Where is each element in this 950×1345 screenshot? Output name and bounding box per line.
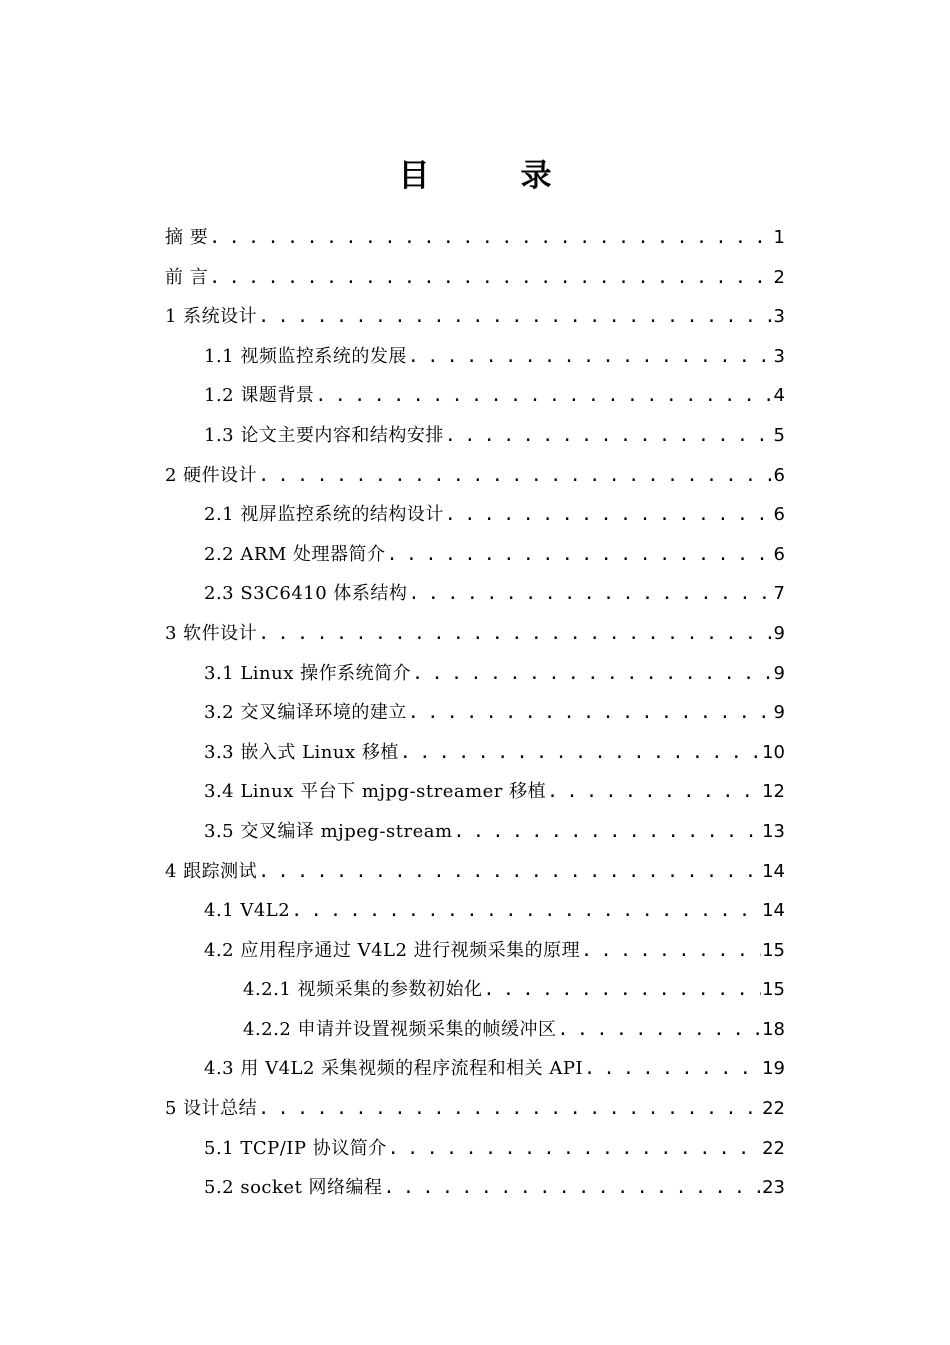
toc-entry-page-number: 15	[762, 979, 785, 1001]
toc-entry-label: 4.2.1 视频采集的参数初始化	[243, 979, 483, 1001]
toc-entry-page-number: 2	[773, 266, 785, 288]
toc-entry-page-number: 14	[762, 900, 785, 922]
toc-entry-page-number: 3	[773, 306, 785, 328]
toc-entry-page-number: 6	[773, 504, 785, 526]
toc-entry-label: 3.5 交叉编译 mjpeg-stream	[204, 820, 453, 842]
toc-entry-label: 5.1 TCP/IP 协议简介	[204, 1137, 387, 1159]
dot-leader	[547, 772, 761, 812]
toc-entry-label: 2.2 ARM 处理器简介	[204, 543, 386, 565]
toc-entry-page-number: 15	[762, 939, 785, 961]
dot-leader	[387, 535, 773, 575]
toc-entry-label: 3.4 Linux 平台下 mjpg-streamer 移植	[204, 781, 547, 803]
dot-leader	[258, 456, 772, 496]
toc-entry	[165, 931, 785, 971]
toc-entry-label: 3 软件设计	[165, 622, 258, 644]
dot-leader	[400, 733, 761, 773]
dot-leader	[412, 654, 772, 694]
toc-entry-label: 2 硬件设计	[165, 464, 258, 486]
toc-entry-label: 4.2.2 申请并设置视频采集的帧缓冲区	[243, 1018, 557, 1040]
toc-entry-page-number: 13	[762, 820, 785, 842]
toc-entry	[165, 693, 785, 733]
dot-leader	[209, 218, 772, 258]
dot-leader	[408, 693, 773, 733]
toc-entry	[165, 337, 785, 377]
toc-entry-page-number: 10	[762, 741, 785, 763]
toc-entry-label: 2.3 S3C6410 体系结构	[204, 583, 408, 605]
toc-entry-page-number: 9	[773, 702, 785, 724]
toc-entry-page-number: 18	[762, 1018, 785, 1040]
toc-entry-label: 3.3 嵌入式 Linux 移植	[204, 741, 399, 763]
toc-entry	[165, 614, 785, 654]
toc-entry-label: 1.3 论文主要内容和结构安排	[204, 424, 444, 446]
toc-entry-label: 5.2 socket 网络编程	[204, 1177, 383, 1199]
toc-entry-page-number: 22	[762, 1098, 785, 1120]
toc-entry	[165, 456, 785, 496]
toc-entry-label: 2.1 视屏监控系统的结构设计	[204, 504, 444, 526]
toc-entry	[165, 258, 785, 298]
toc-entry	[165, 970, 785, 1010]
dot-leader	[258, 852, 761, 892]
page-title: 目 录	[398, 158, 582, 194]
toc-entry	[165, 1129, 785, 1169]
toc-entry-label: 4.2 应用程序通过 V4L2 进行视频采集的原理	[204, 939, 581, 961]
toc-entry-label: 4.1 V4L2	[204, 900, 291, 922]
toc-entry-page-number: 7	[773, 583, 785, 605]
dot-leader	[445, 495, 773, 535]
toc-entry-page-number: 6	[773, 464, 785, 486]
toc-entry-page-number: 14	[762, 860, 785, 882]
dot-leader	[408, 574, 772, 614]
dot-leader	[558, 1010, 762, 1050]
dot-leader	[484, 970, 762, 1010]
dot-leader	[454, 812, 762, 852]
toc-entry-label: 3.2 交叉编译环境的建立	[204, 702, 407, 724]
dot-leader	[258, 614, 772, 654]
toc-entry	[165, 297, 785, 337]
toc-entry	[165, 1089, 785, 1129]
toc-entry	[165, 495, 785, 535]
toc-entry-page-number: 4	[773, 385, 785, 407]
toc-entry-label: 1 系统设计	[165, 306, 258, 328]
toc-entry	[165, 574, 785, 614]
dot-leader	[209, 258, 772, 298]
toc-entry	[165, 654, 785, 694]
toc-entry-page-number: 22	[762, 1137, 785, 1159]
toc-entry	[165, 416, 785, 456]
toc-entry	[165, 376, 785, 416]
toc-entry-page-number: 1	[773, 227, 785, 248]
dot-leader	[388, 1129, 761, 1169]
toc-entry-page-number: 19	[762, 1058, 785, 1080]
dot-leader	[315, 376, 772, 416]
toc-entry-label: 5 设计总结	[165, 1098, 258, 1120]
toc-entry-page-number: 3	[773, 345, 785, 367]
toc-entry	[165, 1010, 785, 1050]
dot-leader	[581, 931, 761, 971]
toc-entry	[165, 1049, 785, 1089]
dot-leader	[258, 297, 772, 337]
toc-entry-label: 1.1 视频监控系统的发展	[204, 345, 407, 367]
toc-entry-page-number: 5	[773, 424, 785, 446]
toc-entry-label: 4.3 用 V4L2 采集视频的程序流程和相关 API	[204, 1058, 584, 1080]
toc-entry-label: 3.1 Linux 操作系统简介	[204, 662, 412, 684]
toc-entry-label: 前 言	[165, 266, 209, 288]
toc-entry	[165, 535, 785, 575]
toc-entry	[165, 812, 785, 852]
table-of-contents	[165, 218, 785, 1208]
toc-entry-page-number: 6	[773, 543, 785, 565]
toc-entry	[165, 852, 785, 892]
dot-leader	[445, 416, 773, 456]
toc-entry-label: 4 跟踪测试	[165, 860, 258, 882]
toc-entry-page-number: 23	[762, 1177, 785, 1199]
dot-leader	[408, 337, 773, 377]
dot-leader	[291, 891, 761, 931]
toc-entry-page-number: 9	[773, 662, 785, 684]
toc-entry-page-number: 9	[773, 622, 785, 644]
dot-leader	[384, 1168, 762, 1208]
toc-entry	[165, 733, 785, 773]
toc-entry-label: 摘 要	[165, 227, 209, 248]
dot-leader	[584, 1049, 761, 1089]
dot-leader	[258, 1089, 761, 1129]
toc-entry	[165, 772, 785, 812]
toc-entry	[165, 891, 785, 931]
toc-entry	[165, 1168, 785, 1208]
toc-entry-label: 1.2 课题背景	[204, 385, 315, 407]
toc-entry	[165, 218, 785, 258]
toc-entry-page-number: 12	[762, 781, 785, 803]
